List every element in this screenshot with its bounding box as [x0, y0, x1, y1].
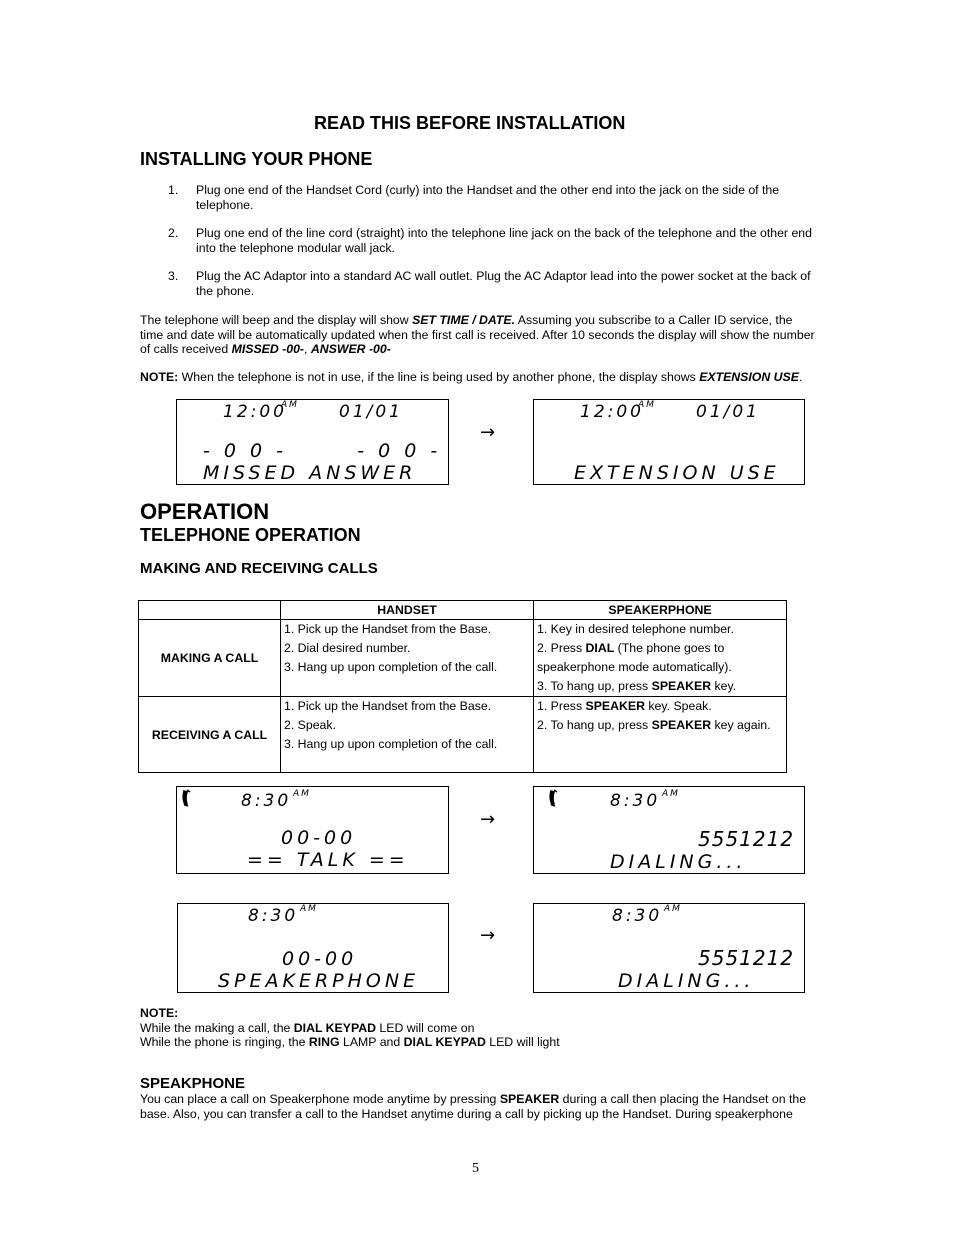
- lcd-ampm: AM: [662, 789, 680, 799]
- lcd-number: 5551212: [698, 827, 795, 851]
- set-time-date-text: SET TIME / DATE.: [412, 313, 516, 327]
- lcd-message: == TALK ==: [247, 849, 409, 871]
- page-number: 5: [472, 1161, 479, 1176]
- install-step-number: 2.: [168, 226, 179, 240]
- arrow-icon: →: [480, 809, 496, 830]
- note-label: NOTE:: [140, 1006, 179, 1020]
- install-step: [140, 226, 818, 255]
- install-steps-list: [140, 183, 818, 312]
- note-text: When the telephone is not in use, if the line is being used by another phone, the display shows: [178, 370, 700, 384]
- lcd-dialing-speaker-display: [533, 903, 805, 993]
- speakphone-paragraph: You can place a call on Speakerphone mode anytime by pressing SPEAKER during a call then placing the Handset on the base. Also, you can transfer a call to the Handset anytime during a call by picking up the Handset. During speakerphone: [140, 1092, 807, 1121]
- lcd-time: 8:30: [248, 906, 299, 926]
- table-row: [139, 697, 787, 773]
- install-step-number: 3.: [168, 269, 179, 283]
- lcd-talk-display: [176, 786, 449, 874]
- lcd-ampm: AM: [293, 789, 311, 799]
- section-operation-heading: OPERATION: [140, 499, 270, 524]
- table-cell-line: 2. Dial desired number.: [284, 641, 411, 655]
- table-cell-line: 1. Pick up the Handset from the Base.: [284, 622, 492, 636]
- table-cell-line: speakerphone mode automatically).: [537, 660, 732, 674]
- setup-paragraph: [140, 313, 818, 357]
- table-header-row: [139, 601, 787, 620]
- row-label-making: MAKING A CALL: [139, 620, 281, 697]
- lcd-message: EXTENSION USE: [574, 462, 780, 484]
- section-telephone-operation-heading: TELEPHONE OPERATION: [140, 525, 361, 545]
- making-speaker-cell: [534, 620, 787, 697]
- table-header: HANDSET: [281, 601, 534, 620]
- handset-icon: [548, 789, 562, 807]
- lcd-time: 12:00: [580, 402, 644, 422]
- table-header: SPEAKERPHONE: [534, 601, 787, 620]
- arrow-icon: →: [480, 422, 496, 443]
- table-header: [139, 601, 281, 620]
- lcd-time: 8:30: [610, 791, 661, 811]
- lcd-message: DIALING...: [610, 851, 747, 873]
- arrow-icon: →: [480, 925, 496, 946]
- lcd-extension-display: [533, 399, 805, 485]
- answer-text: ANSWER -00-: [310, 342, 391, 356]
- table-cell-line: 2. To hang up, press SPEAKER key again.: [537, 718, 771, 732]
- table-cell-line: 1. Pick up the Handset from the Base.: [284, 699, 492, 713]
- install-step-number: 1.: [168, 183, 179, 197]
- lcd-timer: 00-00: [281, 827, 357, 849]
- lcd-date: 01/01: [696, 402, 760, 422]
- page-title: READ THIS BEFORE INSTALLATION: [314, 113, 626, 133]
- lcd-labels: MISSED ANSWER: [203, 462, 417, 484]
- table-row: [139, 620, 787, 697]
- install-step-text: Plug one end of the Handset Cord (curly) into the Handset and the other end into the jack on the side of the telephone.: [196, 183, 780, 212]
- lcd-time: 8:30: [612, 906, 663, 926]
- lcd-ampm: AM: [664, 904, 682, 914]
- lcd-date: 01/01: [339, 402, 403, 422]
- lcd-ampm: AM: [300, 904, 318, 914]
- row-label-receiving: RECEIVING A CALL: [139, 697, 281, 773]
- note-text: .: [798, 370, 803, 384]
- table-cell-line: 2. Press DIAL (The phone goes to: [537, 641, 725, 655]
- section-speakphone-heading: SPEAKPHONE: [140, 1075, 246, 1092]
- table-cell-line: 3. To hang up, press SPEAKER key.: [537, 679, 737, 693]
- lcd-speakerphone-display: [177, 903, 449, 993]
- table-cell-line: 1. Key in desired telephone number.: [537, 622, 734, 636]
- para-text: Assuming you subscribe to a Caller ID service, the time and date will be automatically updated when the first call is received. After 10 seconds the display will show the number of calls received: [140, 313, 815, 356]
- table-cell-line: 2. Speak.: [284, 718, 336, 732]
- note-extension: [140, 370, 818, 385]
- note-led: NOTE: While the making a call, the DIAL KEYPAD LED will come on While the phone is ringing, the RING LAMP and DIAL KEYPAD LED will light: [140, 1006, 560, 1049]
- section-making-receiving-heading: MAKING AND RECEIVING CALLS: [140, 560, 378, 577]
- receiving-handset-cell: [281, 697, 534, 773]
- para-text: The telephone will beep and the display will show: [140, 313, 413, 327]
- calls-table: [138, 600, 787, 773]
- lcd-number: 5551212: [698, 946, 795, 970]
- install-step-text: Plug one end of the line cord (straight) into the telephone line jack on the back of the telephone and the other end into the telephone modular wall jack.: [196, 226, 812, 255]
- install-step-text: Plug the AC Adaptor into a standard AC wall outlet. Plug the AC Adaptor lead into the power socket at the back of the phone.: [196, 269, 811, 298]
- lcd-timer: 00-00: [282, 948, 358, 970]
- receiving-speaker-cell: [534, 697, 787, 773]
- lcd-dialing-handset-display: [533, 786, 805, 874]
- install-step: [140, 269, 818, 298]
- table-cell-line: 3. Hang up upon completion of the call.: [284, 737, 498, 751]
- install-step: [140, 183, 818, 212]
- making-handset-cell: [281, 620, 534, 697]
- lcd-message: DIALING...: [618, 970, 755, 992]
- lcd-idle-display: [176, 399, 449, 485]
- table-cell-line: 3. Hang up upon completion of the call.: [284, 660, 498, 674]
- extension-use-text: EXTENSION USE: [699, 370, 799, 384]
- note-label: NOTE:: [140, 370, 179, 384]
- missed-text: MISSED -00-: [231, 342, 305, 356]
- lcd-time: 8:30: [241, 791, 292, 811]
- lcd-message: SPEAKERPHONE: [218, 970, 420, 992]
- para-text: ,: [304, 342, 311, 356]
- lcd-counts: - 0 0 - - 0 0 -: [203, 440, 442, 462]
- section-installing-heading: INSTALLING YOUR PHONE: [140, 149, 373, 169]
- lcd-ampm: AM: [281, 400, 299, 410]
- table-cell-line: 1. Press SPEAKER key. Speak.: [537, 699, 712, 713]
- lcd-ampm: AM: [638, 400, 656, 410]
- lcd-time: 12:00: [223, 402, 287, 422]
- handset-icon: [181, 789, 195, 807]
